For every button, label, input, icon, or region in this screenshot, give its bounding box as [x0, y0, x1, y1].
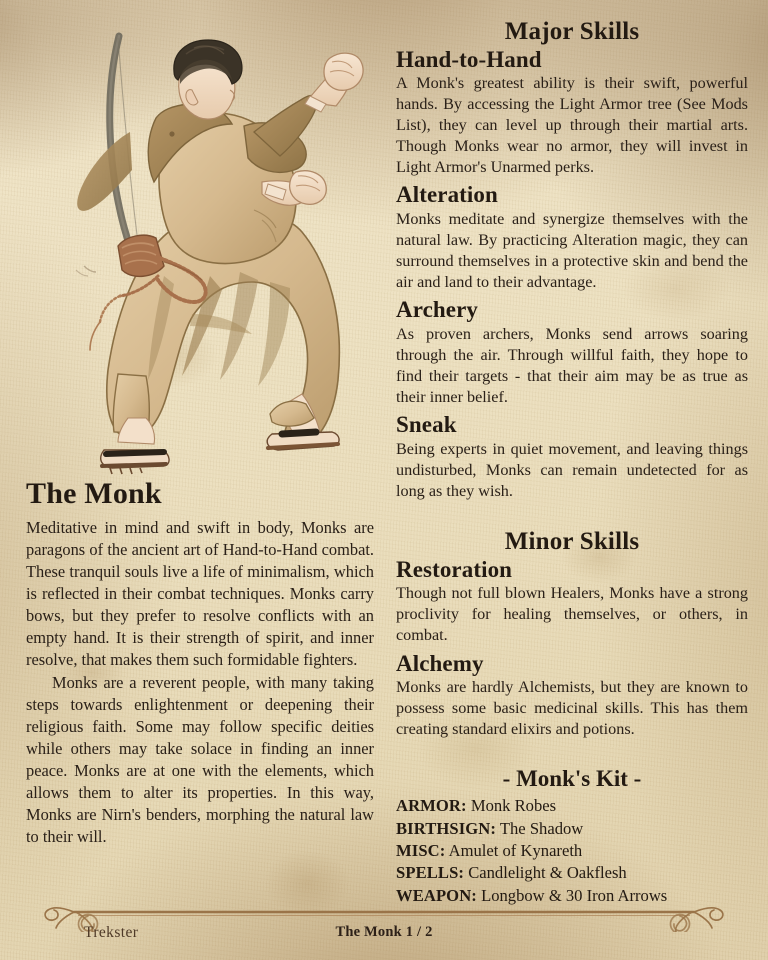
- kit-label-misc: MISC:: [396, 841, 446, 861]
- skill-desc-archery: As proven archers, Monks send arrows soaring through the air. Through willful faith, they hope to find their targets - that their aim may be as true as their inner belief.: [396, 325, 748, 407]
- monk-illustration-svg: [14, 14, 374, 484]
- minor-skills-heading: Minor Skills: [504, 528, 640, 556]
- kit-label-weapon: WEAPON:: [396, 885, 477, 905]
- skill-name-archery: Archery: [396, 297, 479, 323]
- skill-name-restoration: Restoration: [396, 556, 513, 582]
- skill-desc-hand-to-hand: A Monk's greatest ability is their swift, powerful hands. By accessing the Light Armor tree (See Mods List), they can level up through their martial arts. Though Monks wear no armor, they will invest in Light Armor's Unarmed perks.: [396, 74, 748, 177]
- kit-value-spells: Candlelight & Oakflesh: [468, 863, 627, 883]
- skill-name-sneak: Sneak: [396, 412, 457, 438]
- skill-desc-restoration: Though not full blown Healers, Monks have a strong proclivity for healing themselves, or others, in combat.: [396, 584, 748, 645]
- kit-value-armor: Monk Robes: [470, 796, 557, 816]
- kit-value-birthsign: The Shadow: [499, 818, 584, 838]
- monks-kit-section: [396, 766, 748, 907]
- right-column: [396, 18, 748, 907]
- kit-value-weapon: Longbow & 30 Iron Arrows: [481, 885, 668, 905]
- skill-name-alteration: Alteration: [396, 182, 498, 208]
- footer-page-label: The Monk 1 / 2: [335, 924, 433, 940]
- kit-row-armor: [396, 795, 748, 817]
- kit-label-spells: SPELLS:: [396, 863, 465, 883]
- kit-row-birthsign: [396, 818, 748, 840]
- page-title: The Monk: [26, 477, 162, 510]
- skill-desc-alchemy: Monks are hardly Alchemists, but they are known to possess some basic medicinal skills. This has them creating standard elixirs and potions.: [396, 678, 748, 739]
- page-footer: [0, 898, 768, 960]
- skill-name-alchemy: Alchemy: [396, 650, 484, 676]
- left-column: [26, 478, 374, 848]
- monks-kit-heading: - Monk's Kit -: [502, 766, 642, 792]
- section-spacer: [396, 506, 748, 528]
- skill-name-hand-to-hand: Hand-to-Hand: [396, 46, 542, 72]
- monk-illustration: [14, 14, 374, 484]
- kit-label-birthsign: BIRTHSIGN:: [396, 818, 497, 838]
- kit-row-spells: [396, 862, 748, 884]
- intro-paragraph-1: Meditative in mind and swift in body, Monks are paragons of the ancient art of Hand-to-Hand combat. These tranquil souls live a life of minimalism, which is reflected in their combat techniques. Monks carry bows, but they prefer to resolve conflicts with an empty hand. It is their strength of spirit, and inner resolve, that makes them such formidable fighters.: [26, 517, 374, 669]
- skill-desc-sneak: Being experts in quiet movement, and leaving things undisturbed, Monks can remain undetected for as long as they wish.: [396, 440, 748, 501]
- kit-value-misc: Amulet of Kynareth: [448, 841, 583, 861]
- kit-label-armor: ARMOR:: [396, 796, 467, 816]
- major-skills-heading: Major Skills: [504, 18, 640, 45]
- footer-author-name: Trekster: [84, 924, 139, 941]
- skill-desc-alteration: Monks meditate and synergize themselves with the natural law. By practicing Alteration magic, they can surround themselves in a protective skin and bend the air and land to their advantage.: [396, 210, 748, 292]
- intro-paragraph-2: Monks are a reverent people, with many taking steps towards enlightenment or deepening their religious faith. Some may follow specific deities while others may take solace in finding an inner peace. Monks are at one with the elements, which allows them to alter its properties. In this way, Monks are Nirn's benders, morphing the natural law to their will.: [26, 672, 374, 847]
- kit-row-misc: [396, 840, 748, 862]
